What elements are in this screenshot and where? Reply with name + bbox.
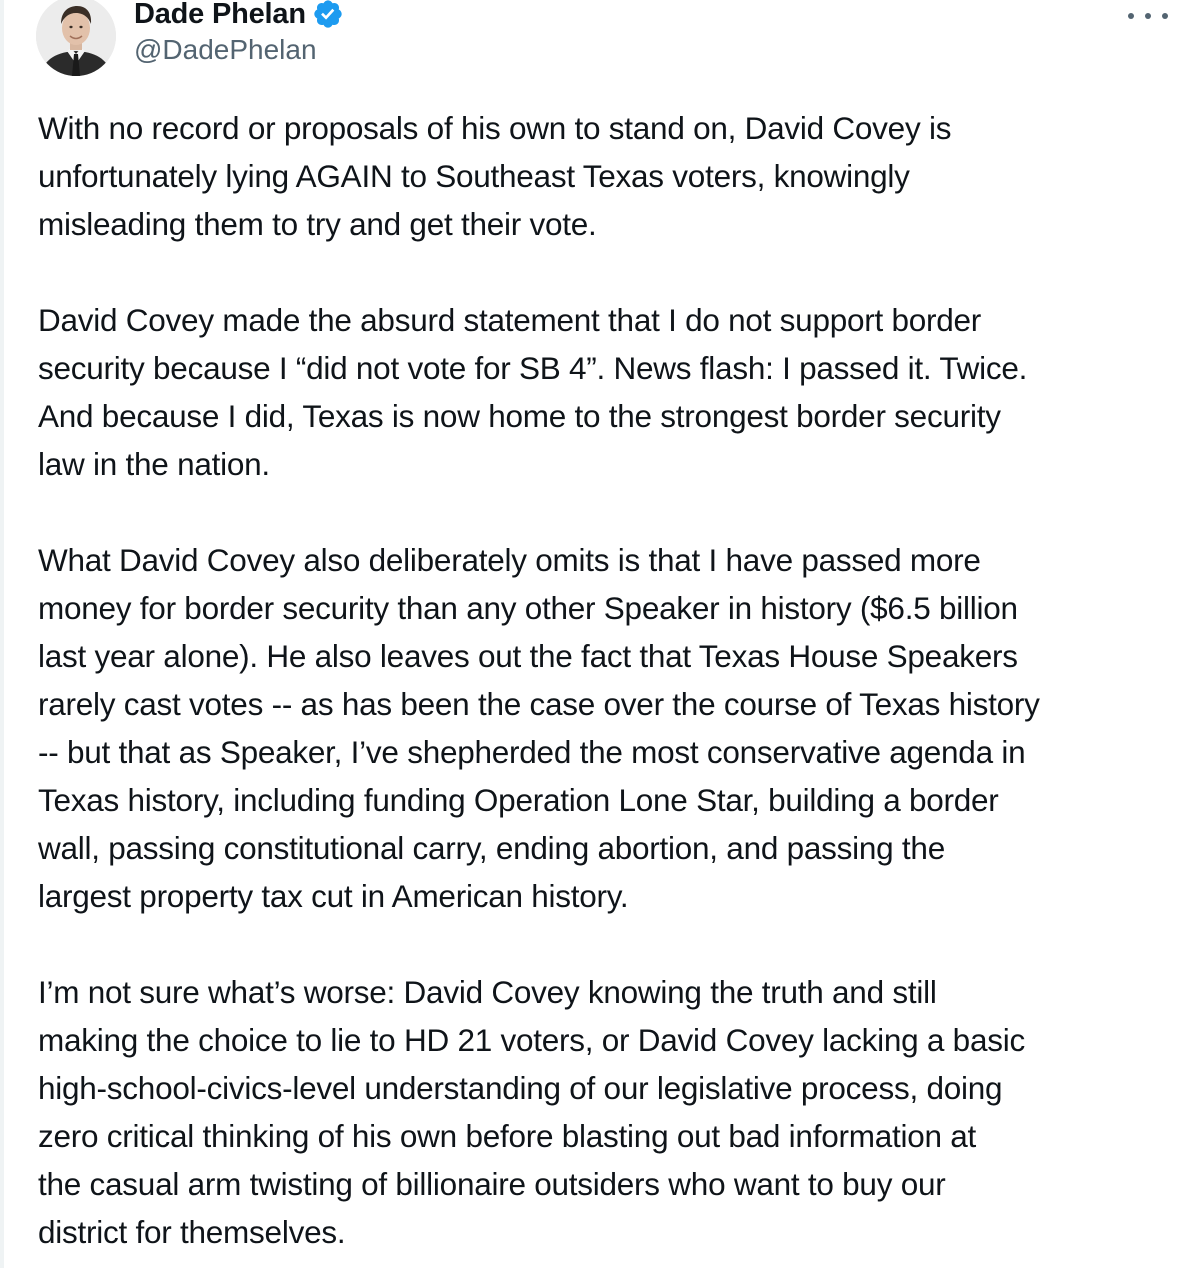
tweet-paragraph: With no record or proposals of his own to stand on, David Covey is unfortunately lying AGAIN to Southeast Texas voters, knowingly misleading them to try and get their vote. [38, 110, 952, 242]
verified-badge-icon[interactable] [312, 0, 344, 30]
tweet-paragraph: David Covey made the absurd statement that I do not support border security because I “did not vote for SB 4”. News flash: I passed it. Twice. And because I did, Texas is now home to the strongest border security law in the nation. [38, 302, 1028, 482]
handle[interactable]: @DadePhelan [134, 34, 317, 65]
profile-photo [36, 0, 116, 76]
more-options-icon[interactable] [1128, 6, 1168, 26]
display-name[interactable]: Dade Phelan [134, 0, 306, 30]
tweet-paragraph: I’m not sure what’s worse: David Covey knowing the truth and still making the choice to lie to HD 21 voters, or David Covey lacking a basic high-school-civics-level understanding of our legislative process, doing zero critical thinking of his own before blasting out bad information at the casual arm twisting of billionaire outsiders who want to buy our district for themselves. [38, 974, 1025, 1250]
name-row [134, 0, 344, 34]
more-dot [1162, 13, 1168, 19]
author-info [134, 0, 344, 66]
tweet-paragraph: What David Covey also deliberately omits is that I have passed more money for border security than any other Speaker in history ($6.5 billion last year alone). He also leaves out the fact that Texas House Speakers rarely cast votes -- as has been the case over the course of Texas history -- but that as Speaker, I’ve shepherded the most conservative agenda in Texas history, including funding Operation Lone Star, building a border wall, passing constitutional carry, ending abortion, and passing the largest property tax cut in American history. [38, 542, 1040, 914]
tweet-text [38, 104, 1178, 1256]
more-dot [1128, 13, 1134, 19]
avatar[interactable] [36, 0, 116, 76]
more-dot [1145, 13, 1151, 19]
